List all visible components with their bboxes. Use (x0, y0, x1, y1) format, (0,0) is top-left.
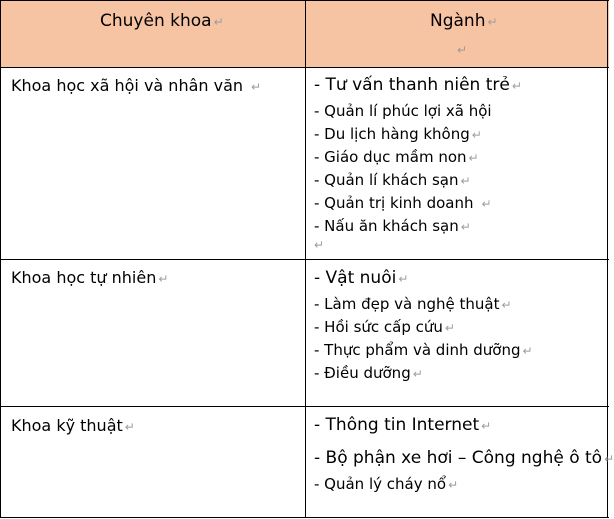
major-item: - Thực phẩm và dinh dưỡng ↵ (314, 341, 533, 359)
major-item: - Du lịch hàng không ↵ (314, 125, 482, 143)
border-left (0, 0, 1, 518)
department-engineering: Khoa kỹ thuật ↵ (11, 416, 135, 435)
header-major-mark: ↵ (457, 43, 468, 57)
department-social: Khoa học xã hội và nhân văn ↵ (11, 76, 262, 95)
major-item: - Điều dưỡng ↵ (314, 364, 423, 382)
border-middle (305, 0, 306, 518)
major-item: - Quản lí phúc lợi xã hội (314, 102, 492, 120)
major-item: - Làm đẹp và nghệ thuật ↵ (314, 295, 512, 313)
header-department: Chuyên khoa ↵ (100, 11, 224, 31)
major-item: - Vật nuôi ↵ (314, 268, 409, 288)
major-item: - Bộ phận xe hơi – Công nghệ ô tô ↵ (314, 448, 614, 468)
major-item: - Nấu ăn khách sạn ↵ (314, 217, 471, 235)
major-item: - Tư vấn thanh niên trẻ ↵ (314, 75, 522, 95)
major-item: - Hồi sức cấp cứu ↵ (314, 318, 455, 336)
border-right (607, 0, 608, 518)
major-item: - Giáo dục mầm non ↵ (314, 148, 479, 166)
major-item: - Thông tin Internet ↵ (314, 415, 492, 435)
header-major: Ngành ↵ (430, 11, 498, 31)
major-item: - Quản trị kinh doanh ↵ (314, 194, 492, 212)
department-natural: Khoa học tự nhiên ↵ (11, 268, 169, 287)
major-item: - Quản lí khách sạn ↵ (314, 171, 471, 189)
paragraph-mark: ↵ (314, 238, 325, 252)
major-item: - Quản lý cháy nổ ↵ (314, 475, 459, 493)
